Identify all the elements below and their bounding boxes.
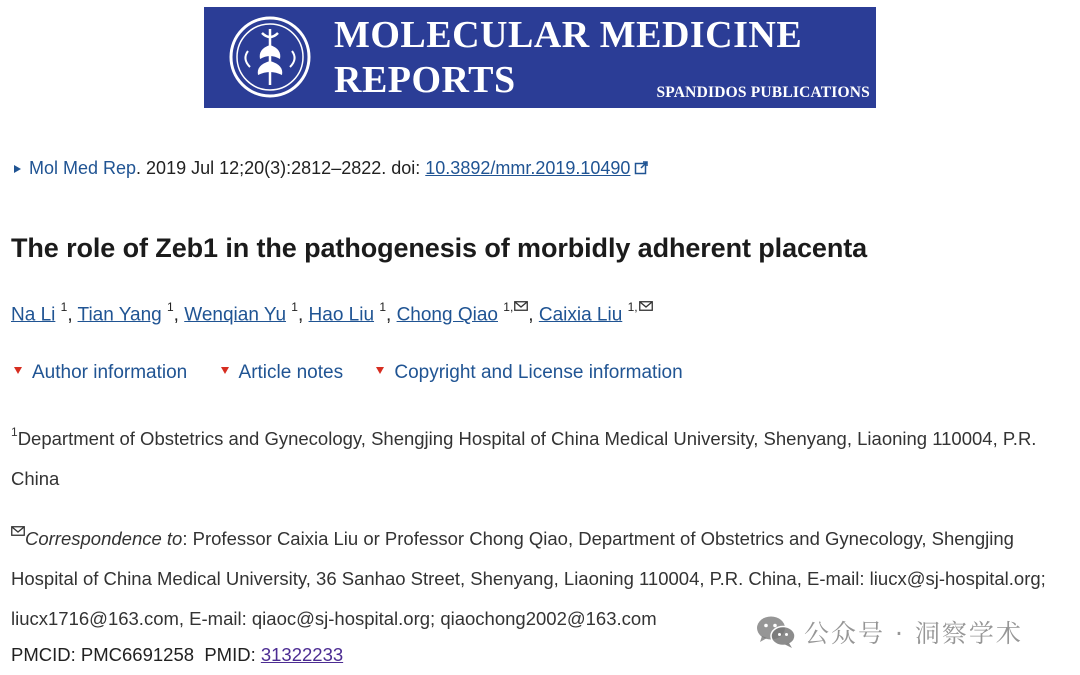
accordion-label[interactable]: Author information — [32, 362, 188, 383]
accordion-label[interactable]: Article notes — [238, 362, 344, 383]
journal-link[interactable]: Mol Med Rep — [29, 158, 137, 178]
author-link[interactable]: Na Li — [11, 304, 56, 326]
pmcid-value: PMC6691258 — [80, 644, 195, 665]
copyright-license-toggle[interactable] — [376, 362, 682, 384]
author-link[interactable]: Caixia Liu — [538, 304, 623, 326]
triangle-down-icon — [376, 367, 384, 374]
article-info-toggles — [14, 362, 711, 384]
journal-title-line2: REPORTS — [334, 59, 516, 101]
pmcid-label: PMCID: — [11, 644, 81, 665]
triangle-right-icon — [14, 165, 21, 173]
author-link[interactable]: Hao Liu — [308, 304, 375, 326]
watermark-text: 公众号 · 洞察学术 — [804, 619, 1023, 648]
author-affil-sup: 1 — [166, 300, 174, 314]
journal-banner[interactable] — [204, 7, 876, 108]
correspondence-label: Correspondence to — [25, 528, 183, 550]
wechat-icon — [756, 615, 796, 649]
pmid-link[interactable]: 31322233 — [260, 644, 344, 665]
accordion-label[interactable]: Copyright and License information — [394, 362, 683, 383]
pmid-label: PMID: — [204, 644, 261, 665]
author-affil-sup: 1 — [291, 300, 298, 314]
journal-logo-icon — [228, 15, 312, 99]
article-ids — [11, 644, 343, 666]
mail-icon[interactable] — [639, 301, 653, 311]
external-link-icon[interactable] — [634, 161, 648, 175]
triangle-down-icon — [14, 367, 22, 374]
doi-link[interactable]: 10.3892/mmr.2019.10490 — [425, 158, 631, 178]
mail-icon — [11, 526, 25, 536]
journal-title-line1: MOLECULAR MEDICINE — [334, 14, 803, 56]
citation-line — [14, 158, 648, 179]
author-affil-num: 1, — [503, 300, 514, 314]
author-affil-num: 1, — [627, 300, 638, 314]
article-notes-toggle[interactable] — [221, 362, 344, 384]
affiliation-sup: 1 — [11, 425, 18, 439]
affiliation-text: Department of Obstetrics and Gynecology, Shengjing Hospital of China Medical University, Shenyang, Liaoning 110004, P.R. China — [11, 428, 1037, 490]
author-link[interactable]: Tian Yang — [77, 304, 162, 326]
author-information-toggle[interactable] — [14, 362, 187, 384]
wechat-watermark — [756, 612, 1023, 652]
author-list: Na Li $^1$, Tian Yang $^1$, Wenqian Yu $^1$, Hao Liu $^1$, Chong Qiao $^{1,}$ , Caixia Liu $^{1,}$ — [11, 302, 653, 326]
citation-details: . 2019 Jul 12;20(3):2812–2822. doi: — [136, 158, 426, 178]
affiliation — [11, 414, 1071, 499]
publisher-name: SPANDIDOS PUBLICATIONS — [656, 84, 870, 101]
author-affil-sup: 1 — [60, 300, 68, 314]
triangle-down-icon — [221, 367, 229, 374]
correspondence-text: : Professor Caixia Liu or Professor Chong Qiao, Department of Obstetrics and Gynecology, Shengjing Hospital of China Medical University, 36 Sanhao Street, Shenyang, Liaoning 110004, P.R. China, E-mail: liucx@sj-hospital.org; liucx1716@163.com, E-mail: qiaoc@sj-hospital.org; qiaochong2002@163.com — [11, 528, 1046, 630]
author-link[interactable]: Wenqian Yu — [184, 304, 287, 326]
author-link[interactable]: Chong Qiao — [396, 304, 498, 326]
correspondence-mail-sup — [11, 525, 25, 539]
mail-icon[interactable] — [514, 301, 528, 311]
author-affil-sup — [628, 300, 653, 314]
author-affil-sup: 1 — [379, 300, 387, 314]
article-title: The role of Zeb1 in the pathogenesis of morbidly adherent placenta — [11, 233, 868, 263]
author-affil-sup — [503, 300, 528, 314]
